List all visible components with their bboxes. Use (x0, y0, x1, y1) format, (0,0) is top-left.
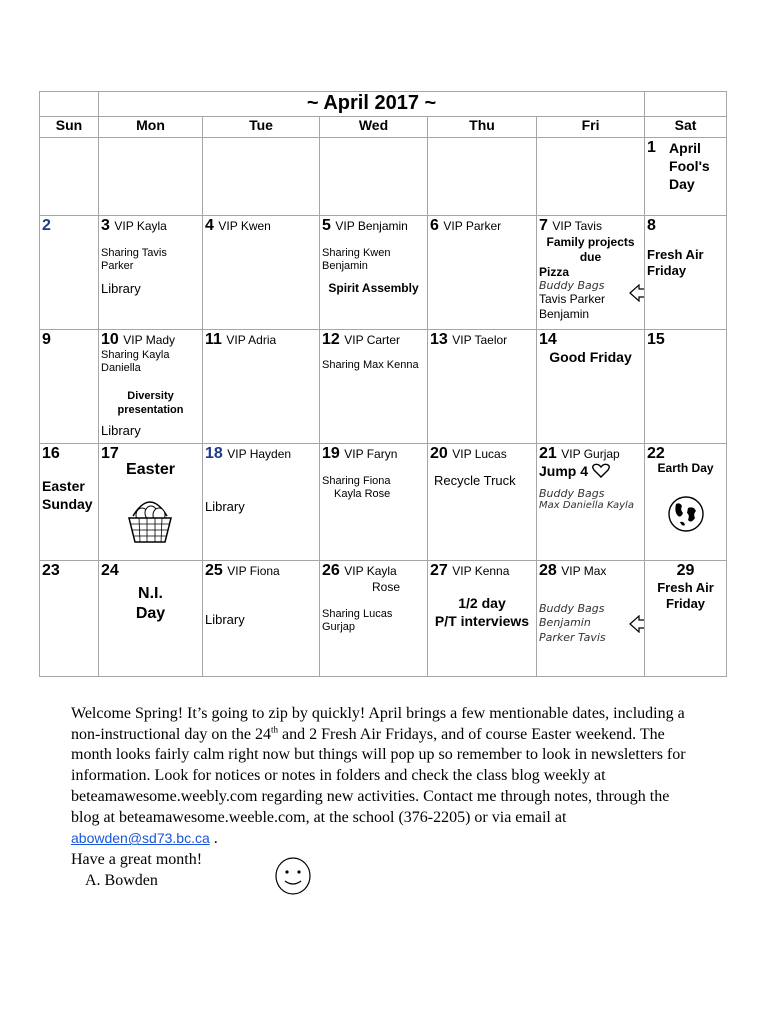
buddy-bags-label: Buddy Bags (539, 602, 605, 615)
day-event: Fresh Air Friday (647, 247, 704, 278)
event-label-2: P/T interviews (434, 613, 530, 629)
vip-label: VIP Lucas (452, 447, 507, 461)
event-label: Diversity presentation (117, 390, 184, 416)
day-cell-apr-21 (537, 444, 645, 561)
sharing-label: Sharing Max Kenna (322, 359, 419, 371)
day-number: 25 (205, 562, 223, 579)
day-cell-apr-8 (645, 216, 727, 330)
day-header-fri: Fri (537, 117, 645, 138)
april-calendar (39, 91, 727, 677)
event-label: Family projects due (546, 235, 635, 264)
sharing-label: Sharing Fiona (322, 475, 391, 487)
library-label: Library (101, 423, 141, 438)
day-cell (320, 138, 428, 216)
vip-label: VIP Kayla (344, 564, 397, 578)
day-cell-apr-2 (40, 216, 99, 330)
day-number: 1 (647, 139, 656, 156)
day-event: Earth Day (657, 461, 714, 475)
day-cell-apr-7 (537, 216, 645, 330)
jump-label: Jump 4 (539, 463, 589, 479)
day-cell-apr-17 (99, 444, 203, 561)
message-text-2: and 2 Fresh Air Fridays, and of course Easter weekend. The month looks fairly calm right now but things will pop up so remember to look in newsletters for information. Look for notices or notes in folders and check the class blog weekly at beteamawesome.weebly.com regarding new activities. Contact me through notes, through the blog at beteamawesome.weeble.com, at the school (376-2205) or via email at (71, 725, 686, 826)
day-cell-apr-13 (428, 330, 537, 444)
day-cell (537, 138, 645, 216)
title-spacer-right (645, 92, 727, 117)
left-arrow-icon (629, 615, 645, 633)
day-cell-apr-10 (99, 330, 203, 444)
smiley-face-icon (274, 856, 312, 896)
easter-basket-icon (125, 494, 175, 546)
day-cell-apr-29 (645, 561, 727, 677)
event-label-1: 1/2 day (458, 595, 506, 611)
day-event: Easter Sunday (42, 478, 93, 512)
event-label: Spirit Assembly (328, 281, 419, 295)
day-cell (203, 138, 320, 216)
event-label: Recycle Truck (434, 473, 516, 488)
library-label: Library (205, 612, 245, 627)
day-cell-apr-9 (40, 330, 99, 444)
library-label: Library (205, 499, 245, 514)
day-event: April Fool's Day (669, 140, 710, 192)
day-number: 2 (42, 217, 51, 234)
day-cell-apr-20 (428, 444, 537, 561)
signature: A. Bowden (85, 871, 158, 889)
day-number: 26 (322, 562, 340, 579)
day-cell-apr-23 (40, 561, 99, 677)
day-number: 27 (430, 562, 448, 579)
day-cell (428, 138, 537, 216)
day-cell (99, 138, 203, 216)
vip-label: VIP Kenna (452, 564, 510, 578)
day-number: 11 (205, 331, 222, 348)
day-number: 3 (101, 217, 110, 234)
vip-label: VIP Max (561, 564, 607, 578)
day-event: N.I. Day (135, 585, 166, 622)
left-arrow-icon (629, 284, 645, 302)
day-number: 9 (42, 331, 51, 348)
day-number: 4 (205, 217, 214, 234)
message-text-3: . (209, 830, 218, 848)
day-header-tue: Tue (203, 117, 320, 138)
sharing-label: Sharing Tavis Parker (101, 247, 167, 272)
day-number: 21 (539, 445, 557, 462)
day-number: 16 (42, 445, 60, 462)
closing-line: Have a great month! (71, 850, 203, 868)
event-label (539, 463, 642, 479)
sharing-label: Sharing Kayla Daniella (101, 349, 170, 374)
day-number: 19 (322, 445, 340, 462)
vip-label: VIP Tavis (552, 219, 602, 233)
day-cell-apr-16 (40, 444, 99, 561)
heart-icon (592, 463, 610, 478)
vip-label: VIP Kwen (218, 219, 271, 233)
day-cell-apr-18 (203, 444, 320, 561)
day-header-wed: Wed (320, 117, 428, 138)
day-number: 13 (430, 331, 448, 348)
title-spacer-left (40, 92, 99, 117)
email-link[interactable]: abowden@sd73.bc.ca (71, 830, 210, 847)
message-text-1: Welcome Spring! It’s going to zip by quickly! April brings a few mentionable dates, including a non-instructional day on the 24 (71, 705, 685, 743)
day-header-thu: Thu (428, 117, 537, 138)
day-number: 8 (647, 217, 656, 234)
day-cell-apr-11 (203, 330, 320, 444)
day-number: 6 (430, 217, 439, 234)
pizza-label: Pizza (539, 265, 570, 279)
day-cell-apr-27 (428, 561, 537, 677)
day-cell-apr-19 (320, 444, 428, 561)
day-number: 17 (101, 445, 119, 462)
day-cell-apr-28 (537, 561, 645, 677)
day-number: 28 (539, 562, 557, 579)
newsletter-message (71, 704, 691, 891)
names-label: Max Daniella Kayla (539, 500, 634, 511)
day-cell-apr-26 (320, 561, 428, 677)
names-label: Benjamin Parker Tavis (539, 616, 606, 644)
vip-label: VIP Mady (123, 333, 176, 347)
day-cell-apr-15 (645, 330, 727, 444)
vip-label: VIP Fiona (227, 564, 280, 578)
vip-label: VIP Adria (226, 333, 277, 347)
day-cell-apr-1 (645, 138, 727, 216)
day-number: 24 (101, 562, 119, 579)
day-number: 22 (647, 445, 665, 462)
sharing-label: Sharing Kwen Benjamin (322, 247, 391, 272)
calendar-title: ~ April 2017 ~ (99, 92, 645, 117)
vip-label: VIP Taelor (452, 333, 508, 347)
day-event: Good Friday (549, 349, 632, 365)
day-cell-apr-14 (537, 330, 645, 444)
event-label: Library (101, 281, 141, 296)
globe-icon (666, 494, 706, 534)
day-cell-apr-22 (645, 444, 727, 561)
buddy-bags-label: Buddy Bags (539, 279, 605, 292)
ordinal-suffix: th (270, 724, 278, 735)
sharing-label-2: Kayla Rose (334, 488, 391, 500)
buddy-bags-label: Buddy Bags (539, 487, 605, 500)
day-cell-apr-25 (203, 561, 320, 677)
day-number: 18 (205, 445, 223, 462)
day-number: 20 (430, 445, 448, 462)
day-header-mon: Mon (99, 117, 203, 138)
day-cell-apr-12 (320, 330, 428, 444)
sharing-label: Sharing Lucas Gurjap (322, 608, 393, 633)
vip-label: VIP Carter (344, 333, 401, 347)
day-header-sun: Sun (40, 117, 99, 138)
day-number: 23 (42, 562, 60, 579)
day-number: 15 (647, 331, 665, 348)
day-event: Easter (126, 461, 175, 478)
day-header-sat: Sat (645, 117, 727, 138)
vip-label: VIP Benjamin (335, 219, 408, 233)
vip-label: VIP Gurjap (561, 447, 620, 461)
vip-label: VIP Faryn (344, 447, 398, 461)
day-cell-apr-4 (203, 216, 320, 330)
vip-label: VIP Kayla (114, 219, 167, 233)
day-number: 12 (322, 331, 340, 348)
day-cell (40, 138, 99, 216)
vip-label: VIP Parker (443, 219, 502, 233)
day-cell-apr-5 (320, 216, 428, 330)
day-number: 10 (101, 331, 119, 348)
day-cell-apr-3 (99, 216, 203, 330)
day-cell-apr-6 (428, 216, 537, 330)
day-number: 5 (322, 217, 331, 234)
vip-label-2: Rose (372, 580, 401, 594)
day-number: 29 (676, 562, 695, 579)
day-cell-apr-24 (99, 561, 203, 677)
vip-label: VIP Hayden (227, 447, 292, 461)
day-number: 7 (539, 217, 548, 234)
day-number: 14 (539, 331, 557, 348)
names-label: Tavis Parker Benjamin (539, 292, 606, 321)
day-event: Fresh Air Friday (657, 580, 714, 611)
